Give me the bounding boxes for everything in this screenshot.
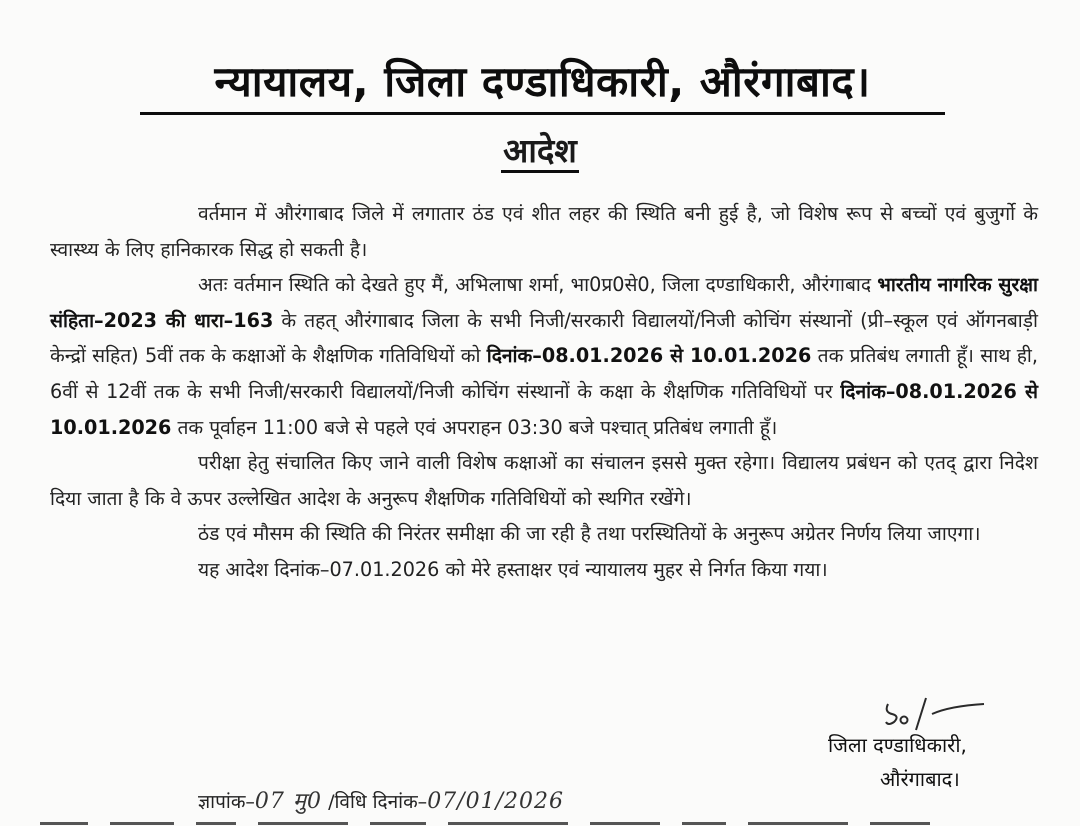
signatory-designation: जिला दण्डाधिकारी, bbox=[828, 733, 967, 757]
document-title: न्यायालय, जिला दण्डाधिकारी, औरंगाबाद। bbox=[140, 52, 945, 115]
memo-label: ज्ञापांक– bbox=[198, 791, 255, 813]
order-text-c: के तहत् औरंगाबाद जिला के सभी निजी/सरकारी विद्यालयों/निजी कोचिंग संस्थानों (प्री–स्कूल एवं ऑगनबाड़ी केन्द्रों सहित) 5वीं तक के कक्षाओं के शैक्षणिक गतिविधियों को bbox=[50, 308, 1038, 368]
order-text-e: तक प्रतिबंध लगाती हूँ। साथ ही, 6वीं से 12वीं तक के सभी निजी/सरकारी विद्यालयों/निजी कोचिंग संस्थानों के कक्षा के शैक्षणिक गतिविधियों पर bbox=[50, 344, 1038, 403]
order-heading-wrap bbox=[0, 128, 1080, 174]
order-text-a: अतः वर्तमान स्थिति को देखते हुए मैं, अभिलाषा शर्मा, भा0प्र0से0, जिला दण्डाधिकारी, औरंगाबाद bbox=[198, 273, 878, 297]
paragraph-cold-wave: वर्तमान में औरंगाबाद जिले में लगातार ठंड एवं शीत लहर की स्थिति बनी हुई है, जो विशेष रूप से बच्चों एवं बुजुर्गो के स्वास्थ्य के लिए हानिकारक सिद्ध हो सकती है। bbox=[50, 202, 1039, 261]
signature-block bbox=[828, 728, 1028, 796]
date-range-1: दिनांक–08.01.2026 से 10.01.2026 bbox=[486, 344, 812, 368]
paragraph-exam-exemption: परीक्षा हेतु संचालित किए जाने वाली विशेष कक्षाओं का संचालन इससे मुक्त रहेगा। विद्यालय प्रबंधन को एतद् द्वारा निदेश दिया जाता है कि वे ऊपर उल्लेखित आदेश के अनुरूप शैक्षणिक गतिविधियों को स्थगित रखेंगे। bbox=[50, 451, 1038, 510]
cut-off-next-line bbox=[40, 812, 1040, 826]
order-body bbox=[50, 196, 1038, 588]
date-range-2: दिनांक–08.01.2026 से 10.01.2026 bbox=[50, 379, 1038, 439]
memo-date: 07/01/2026 bbox=[427, 789, 564, 814]
order-heading: आदेश bbox=[501, 131, 579, 173]
paragraph-review: ठंड एवं मौसम की स्थिति की निरंतर समीक्षा की जा रही है तथा परस्थितियों के अनुरूप अग्रेतर निर्णय लिया जाएगा। bbox=[198, 522, 981, 546]
paragraph-issued: यह आदेश दिनांक–07.01.2026 को मेरे हस्ताक्षर एवं न्यायालय मुहर से निर्गत किया गया। bbox=[198, 557, 828, 581]
order-text-g: तक पूर्वाहन 11:00 बजे से पहले एवं अपराहन 03:30 बजे पश्चात् प्रतिबंध लगाती हूँ। bbox=[171, 415, 778, 439]
signatory-place: औरंगाबाद। bbox=[880, 767, 960, 791]
memo-mid-label: /विधि दिनांक– bbox=[322, 791, 428, 813]
paragraph-order bbox=[50, 267, 1038, 445]
memo-number: 07 मु0 bbox=[254, 789, 323, 814]
handwritten-signature-icon bbox=[880, 692, 990, 732]
legal-section: भारतीय नागरिक सुरक्षा संहिता–2023 की धारा–163 bbox=[50, 273, 1038, 332]
